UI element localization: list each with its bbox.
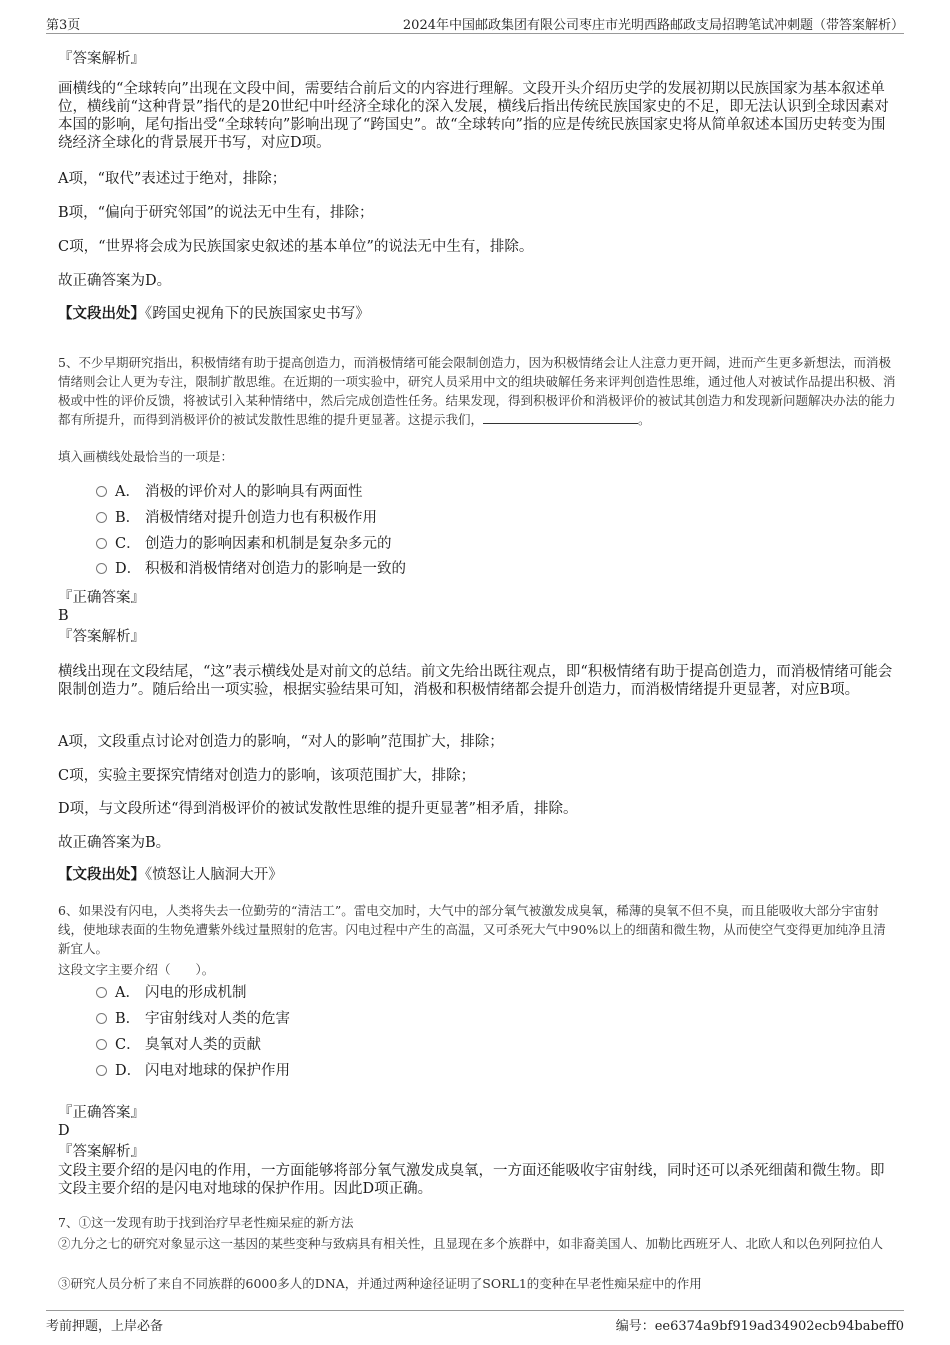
q4-source-tag: 【文段出处】 <box>58 305 145 322</box>
q4-conclusion: 故正确答案为D。 <box>58 273 172 289</box>
option-letter: B． <box>115 1011 141 1027</box>
q6-option-d[interactable] <box>96 1060 290 1082</box>
q6-option-c[interactable] <box>96 1034 261 1056</box>
q6-option-a[interactable] <box>96 982 247 1004</box>
radio-icon[interactable] <box>96 486 107 497</box>
option-text: 闪电的形成机制 <box>145 985 247 1001</box>
option-text: 消极的评价对人的影响具有两面性 <box>145 484 363 500</box>
q5-option-b[interactable] <box>96 507 377 529</box>
option-text: 消极情绪对提升创造力也有积极作用 <box>145 510 377 526</box>
page-header <box>46 12 904 34</box>
q5-option-d[interactable] <box>96 558 406 580</box>
q4-source-title: 《跨国史视角下的民族国家史书写》 <box>145 306 370 322</box>
radio-icon[interactable] <box>96 987 107 998</box>
q5-answer: B <box>58 608 69 624</box>
q5-blank <box>483 412 638 424</box>
option-letter: D． <box>115 561 142 577</box>
q7-sentence-1: 7、①这一发现有助于找到治疗早老性痴呆症的新方法 <box>58 1215 354 1230</box>
q4-analysis: 画横线的“全球转向”出现在文段中间，需要结合前后文的内容进行理解。文段开头介绍历史学的发展初期以民族国家为基本叙述单位，横线前“这种背景”指代的是20世纪中叶经济全球化的深入发展，横线后指出传统民族国家史的不足，即无法认识到全球因素对本国的影响，尾句指出受“全球转向”影响出现了“跨国史”。故“全球转向”指的应是传统民族国家史将从简单叙述本国历史转变为围绕经济全球化的背景展开书写，对应D项。 <box>58 81 889 151</box>
document-title: 2024年中国邮政集团有限公司枣庄市光明西路邮政支局招聘笔试冲刺题（带答案解析） <box>402 18 904 33</box>
radio-icon[interactable] <box>96 512 107 523</box>
radio-icon[interactable] <box>96 1013 107 1024</box>
q6-answer-tag: 『正确答案』 <box>58 1105 145 1121</box>
q6-prompt: 这段文字主要介绍（ ）。 <box>58 962 215 977</box>
document-code: 编号：ee6374a9bf919ad34902ecb94babeff0 <box>615 1319 904 1334</box>
q6-analysis: 文段主要介绍的是闪电的作用，一方面能够将部分氧气激发成臭氧，一方面还能吸收宇宙射线，同时还可以杀死细菌和微生物。即文段主要介绍的是闪电对地球的保护作用。因此D项正确。 <box>58 1163 885 1197</box>
q5-option-c-analysis: C项，实验主要探究情绪对创造力的影响，该项范围扩大，排除； <box>58 768 476 784</box>
q5-option-a-analysis: A项，文段重点讨论对创造力的影响，“对人的影响”范围扩大，排除； <box>58 734 504 750</box>
footer-slogan: 考前押题，上岸必备 <box>46 1319 164 1334</box>
q5-source-title: 《愤怒让人脑洞大开》 <box>145 867 283 883</box>
q5-option-d-analysis: D项，与文段所述“得到消极评价的被试发散性思维的提升更显著”相矛盾，排除。 <box>58 801 578 817</box>
q4-option-a-analysis: A项，“取代”表述过于绝对，排除； <box>58 171 287 187</box>
option-text: 积极和消极情绪对创造力的影响是一致的 <box>145 561 406 577</box>
q5-analysis: 横线出现在文段结尾，“这”表示横线处是对前文的总结。前文先给出既往观点，即“积极情绪有助于提高创造力，而消极情绪可能会限制创造力”。随后给出一项实验，根据实验结果可知，消极和积极情绪都会提升创造力，而消极情绪提升更显著，对应B项。 <box>58 664 893 698</box>
option-text: 闪电对地球的保护作用 <box>145 1063 290 1079</box>
q7-sentence-2: ②九分之七的研究对象显示这一基因的某些变种与致病具有相关性，且显现在多个族群中，如非裔美国人、加勒比西班牙人、北欧人和以色列阿拉伯人 <box>58 1236 884 1251</box>
option-text: 臭氧对人类的贡献 <box>145 1037 261 1053</box>
radio-icon[interactable] <box>96 538 107 549</box>
q5-source-tag: 【文段出处】 <box>58 866 145 883</box>
option-letter: C． <box>115 536 141 552</box>
page-footer <box>46 1310 904 1334</box>
q5-option-c[interactable] <box>96 533 392 555</box>
option-letter: D． <box>115 1063 142 1079</box>
q5-prompt: 填入画横线处最恰当的一项是： <box>58 449 234 464</box>
q6-stem: 6、如果没有闪电，人类将失去一位勤劳的“清洁工”。雷电交加时，大气中的部分氧气被激发成臭氧，稀薄的臭氧不但不臭，而且能吸收大部分宇宙射线，使地球表面的生物免遭紫外线过量照射的危害。闪电过程中产生的高温，又可杀死大气中90%以上的细菌和微生物，从而使空气变得更加纯净且清新宜人。 <box>58 903 886 956</box>
q5-conclusion: 故正确答案为B。 <box>58 835 171 851</box>
q4-option-b-analysis: B项，“偏向于研究邻国”的说法无中生有，排除； <box>58 205 374 221</box>
q5-answer-tag: 『正确答案』 <box>58 590 145 606</box>
option-letter: C． <box>115 1037 141 1053</box>
q5-stem-end: 。 <box>638 412 651 427</box>
q4-analysis-tag: 『答案解析』 <box>58 51 145 67</box>
q6-analysis-tag: 『答案解析』 <box>58 1144 145 1160</box>
q4-source <box>58 305 896 323</box>
radio-icon[interactable] <box>96 563 107 574</box>
q7-sentence-3: ③研究人员分析了来自不同族群的6000多人的DNA，并通过两种途径证明了SORL1的变种在早老性痴呆症中的作用 <box>58 1276 702 1291</box>
q5-analysis-tag: 『答案解析』 <box>58 629 145 645</box>
option-letter: A． <box>115 484 140 500</box>
q6-option-b[interactable] <box>96 1008 290 1030</box>
q5-source <box>58 866 896 884</box>
q5-stem-text: 5、不少早期研究指出，积极情绪有助于提高创造力，而消极情绪可能会限制创造力，因为积极情绪会让人注意力更开阔，进而产生更多新想法，而消极情绪则会让人更为专注，限制扩散思维。在近期的一项实验中，研究人员采用中文的组块破解任务来评判创造性思维，通过他人对被试作品提出积极、消极或中性的评价反馈，将被试引入某种情绪中，然后完成创造性任务。结果发现，得到积极评价和消极评价的被试其创造力和发现新问题解决办法的能力都有所提升，而得到消极评价的被试发散性思维的提升更显著。这提示我们， <box>58 355 896 427</box>
option-letter: B． <box>115 510 141 526</box>
radio-icon[interactable] <box>96 1039 107 1050</box>
option-letter: A． <box>115 985 140 1001</box>
page-number: 第3页 <box>46 18 81 33</box>
q5-option-a[interactable] <box>96 481 363 503</box>
q5-stem <box>58 353 896 429</box>
radio-icon[interactable] <box>96 1065 107 1076</box>
option-text: 宇宙射线对人类的危害 <box>145 1011 290 1027</box>
option-text: 创造力的影响因素和机制是复杂多元的 <box>145 536 392 552</box>
q6-answer: D <box>58 1123 70 1139</box>
q4-option-c-analysis: C项，“世界将会成为民族国家史叙述的基本单位”的说法无中生有，排除。 <box>58 239 534 255</box>
